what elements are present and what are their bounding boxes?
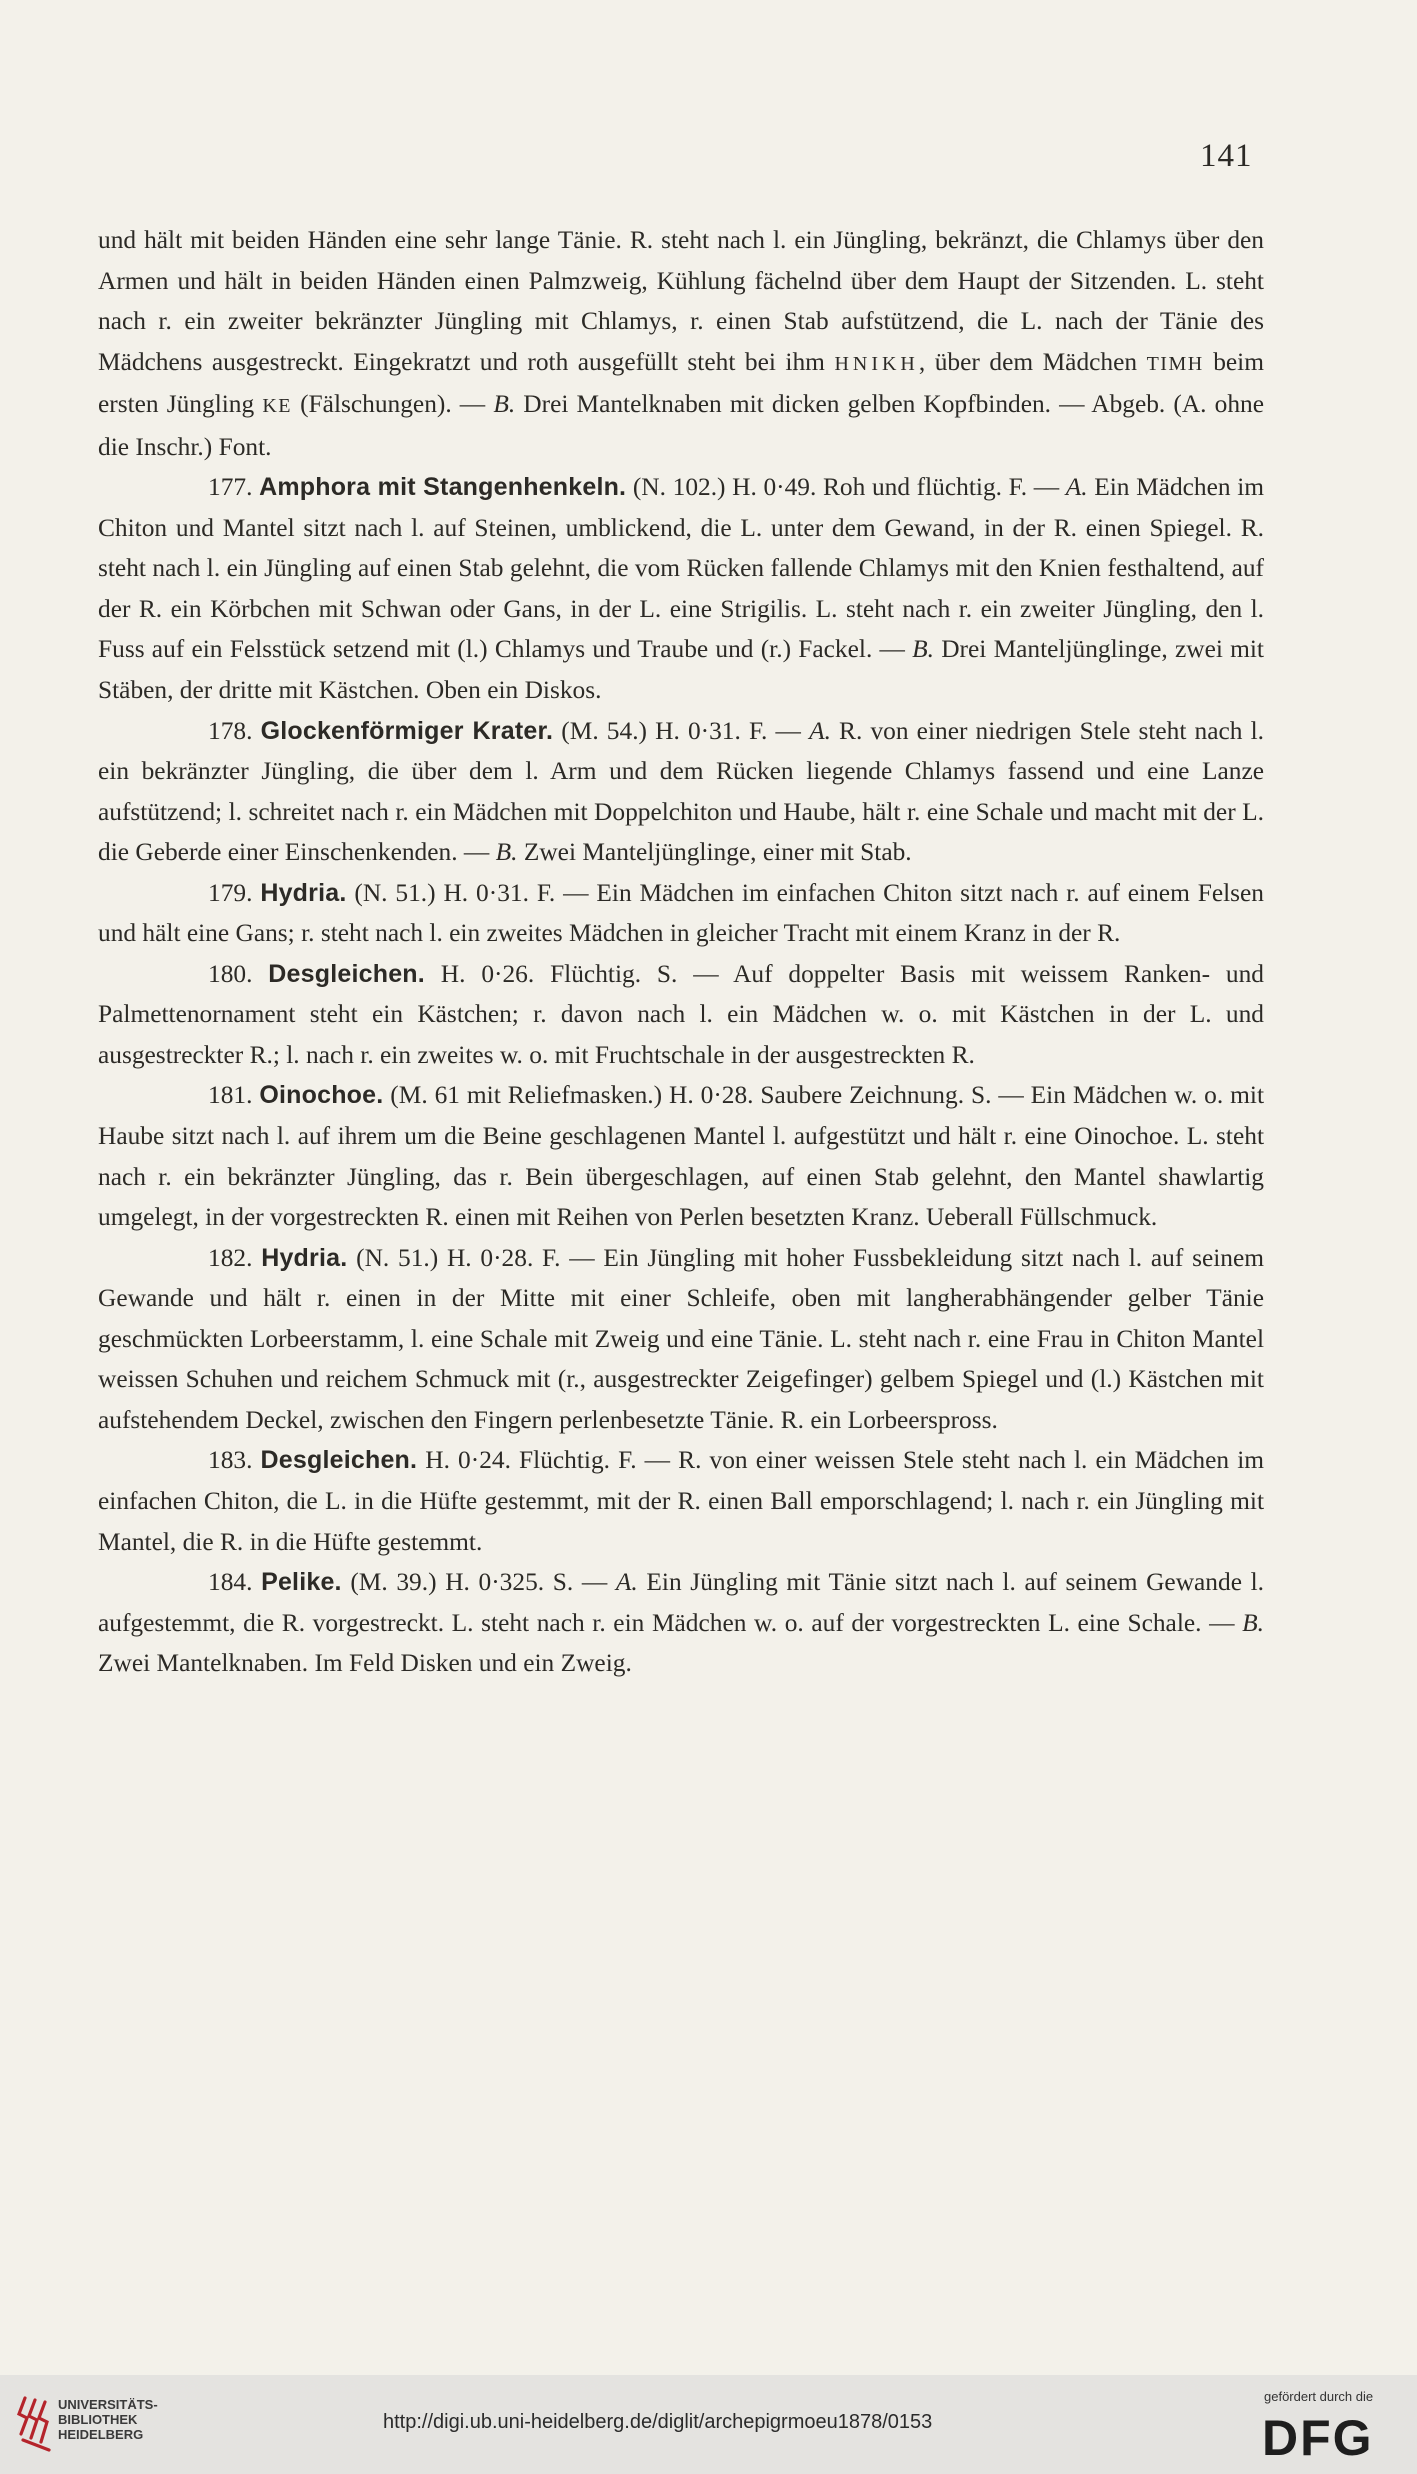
entry-177 (98, 467, 1264, 710)
footer-bar (0, 2375, 1417, 2474)
text-run: (N. 51.) H. 0·31. F. — Ein Mädchen im einfachen Chiton sitzt nach r. auf einem Felsen und hält eine Gans; r. steht nach l. ein zweites Mädchen in gleicher Tracht mit einem Kranz in der R. (98, 878, 1265, 948)
text-run: Drei Mantelknaben mit dicken gelben Kopfbinden. — Abgeb. (A. ohne die Inschr.) Font. (98, 390, 1264, 461)
text-run: (N. 102.) H. 0·49. Roh und flüchtig. F. — (626, 473, 1066, 502)
vessel-heading: Glockenförmiger Krater. (260, 716, 554, 745)
text-run: 184. (208, 1568, 262, 1597)
text-run: (N. 51.) H. 0·28. F. — Ein Jüngling mit hoher Fussbekleidung sitzt nach l. auf seinem Gewande und hält r. einen in der Mitte mit einer Schleife, oben mit langherabhängender gelber Tänie geschmückten Lorbeerstamm, l. eine Schale mit Zweig und eine Tänie. L. steht nach r. eine Frau in Chiton Mantel weissen Schuhen und reichem Schmuck mit (r., ausgestreckter Zeigefinger) gelbem Spiegel und (l.) Kästchen mit aufstehendem Deckel, zwischen den Fingern perlenbesetzte Tänie. R. ein Lorbeerspross. (98, 1243, 1265, 1434)
entry-182 (98, 1238, 1264, 1441)
side-label: B. (912, 635, 934, 664)
library-name-line: UNIVERSITÄTS- (58, 2397, 158, 2412)
text-run: 177. (208, 473, 260, 502)
text-run: , über dem Mädchen (918, 347, 1147, 376)
text-run: Zwei Manteljünglinge, einer mit Stab. (517, 838, 912, 867)
text-run: 181. (208, 1081, 260, 1110)
text-run: H. 0·26. Flüchtig. S. — Auf doppelter Basis mit weissem Ranken- und Palmettenornament steht ein Kästchen; r. davon nach l. ein Mädchen w. o. mit Kästchen in der L. und ausgestreckter R.; l. nach r. ein zweites w. o. mit Fruchtschale in der ausgestreckten R. (98, 959, 1265, 1069)
side-label: A. (1065, 473, 1088, 502)
text-run: R. von einer niedrigen Stele steht nach l. ein bekränzter Jüngling, die über dem l. Arm und dem Rücken liegende Chlamys fassend und eine Lanze aufstützend; l. schreitet nach r. ein Mädchen mit Doppelchiton und Haube, hält r. eine Schale und macht mit der L. die Geberde einer Einschenkenden. — (98, 716, 1265, 867)
greek-inscription: KE (262, 395, 292, 418)
library-name (58, 2397, 158, 2442)
text-run: 183. (208, 1446, 261, 1475)
text-run: (M. 61 mit Reliefmasken.) H. 0·28. Saubere Zeichnung. S. — Ein Mädchen w. o. mit Haube sitzt nach l. auf ihrem um die Beine geschlagenen Mantel l. aufgestützt und hält r. eine Oinochoe. L. steht nach r. ein bekränzter Jüngling, das r. Bein übergeschlagen, auf einen Stab gelehnt, den Mantel shawlartig umgelegt, in der vorgestreckten R. einen mit Reihen von Perlen besetzten Kranz. Ueberall Füllschmuck. (98, 1081, 1265, 1232)
text-run: (M. 39.) H. 0·325. S. — (341, 1568, 616, 1597)
vessel-heading: Desgleichen. (260, 1446, 418, 1475)
entry-184 (98, 1562, 1264, 1684)
permalink-url[interactable]: http://digi.ub.uni-heidelberg.de/diglit/archepigrmoeu1878/0153 (383, 2411, 933, 2433)
entry-179 (98, 873, 1264, 954)
entry-178 (98, 711, 1264, 873)
vessel-heading: Amphora mit Stangenhenkeln. (259, 473, 627, 502)
side-label: B. (493, 390, 516, 419)
text-run: 180. (208, 959, 269, 988)
library-name-line: HEIDELBERG (58, 2427, 144, 2442)
entry-183 (98, 1440, 1264, 1562)
greek-inscription: HNIKH (834, 352, 919, 375)
side-label: A. (809, 716, 831, 745)
library-name-line: BIBLIOTHEK (58, 2412, 138, 2427)
funding-caption: gefördert durch die (1264, 2389, 1374, 2404)
dfg-logo: DFG (1262, 2410, 1374, 2466)
entry-181 (98, 1075, 1264, 1237)
vessel-heading: Oinochoe. (259, 1081, 384, 1110)
text-run: Ein Jüngling mit Tänie sitzt nach l. auf seinem Gewande l. aufgestemmt, die R. vorgestreckt. L. steht nach r. ein Mädchen w. o. auf der vorgestreckten L. eine Schale. — (98, 1568, 1265, 1637)
text-run: 179. (208, 878, 261, 907)
entry-180 (98, 954, 1264, 1076)
text-run: (Fälschungen). — (291, 390, 494, 419)
vessel-heading: Hydria. (260, 878, 347, 907)
page-number: 141 (1200, 138, 1253, 174)
paragraph-continuation (98, 220, 1264, 467)
vessel-heading: Desgleichen. (268, 959, 425, 988)
vessel-heading: Pelike. (261, 1568, 342, 1597)
text-run: Drei Manteljünglinge, zwei mit Stäben, der dritte mit Kästchen. Oben ein Diskos. (98, 635, 1264, 705)
vessel-heading: Hydria. (261, 1243, 348, 1272)
text-run: H. 0·24. Flüchtig. F. — R. von einer weissen Stele steht nach l. ein Mädchen im einfachen Chiton, die L. in die Hüfte gestemmt, mit der R. einen Ball emporschlagend; l. nach r. ein Jüngling mit Mantel, die R. in die Hüfte gestemmt. (98, 1446, 1264, 1556)
side-label: B. (1242, 1608, 1264, 1637)
text-run: 182. (208, 1243, 262, 1272)
side-label: B. (495, 838, 518, 867)
text-run: (M. 54.) H. 0·31. F. — (553, 716, 810, 745)
main-text (98, 220, 1264, 1684)
text-run: Zwei Mantelknaben. Im Feld Disken und ein Zweig. (98, 1649, 632, 1678)
side-label: A. (615, 1568, 638, 1597)
text-run: Ein Mädchen im Chiton und Mantel sitzt nach l. auf Steinen, umblickend, die L. unter dem Gewand, in der R. einen Spiegel. R. steht nach l. ein Jüngling auf einen Stab gelehnt, die vom Rücken fallende Chlamys mit den Knien festhaltend, auf der R. ein Körbchen mit Schwan oder Gans, in der L. eine Strigilis. L. steht nach r. ein zweiter Jüngling, den l. Fuss auf ein Felsstück setzend mit (l.) Chlamys und Traube und (r.) Fackel. — (98, 473, 1265, 664)
text-run: und hält mit beiden Händen eine sehr lange Tänie. R. steht nach l. ein Jüngling, bekränzt, die Chlamys über den Armen und hält in beiden Händen einen Palmzweig, Kühlung fächelnd über dem Haupt der Sitzenden. L. steht nach r. ein zweiter bekränzter Jüngling mit Chlamys, r. einen Stab aufstützend, die L. nach der Tänie des Mädchens ausgestreckt. Eingekratzt und roth ausgefüllt steht bei ihm (98, 226, 1264, 376)
text-run: 178. (208, 716, 261, 745)
text-run: beim ersten Jüngling (98, 347, 1264, 419)
greek-inscription: TIMH (1146, 352, 1204, 375)
university-logo-icon (15, 2394, 55, 2456)
